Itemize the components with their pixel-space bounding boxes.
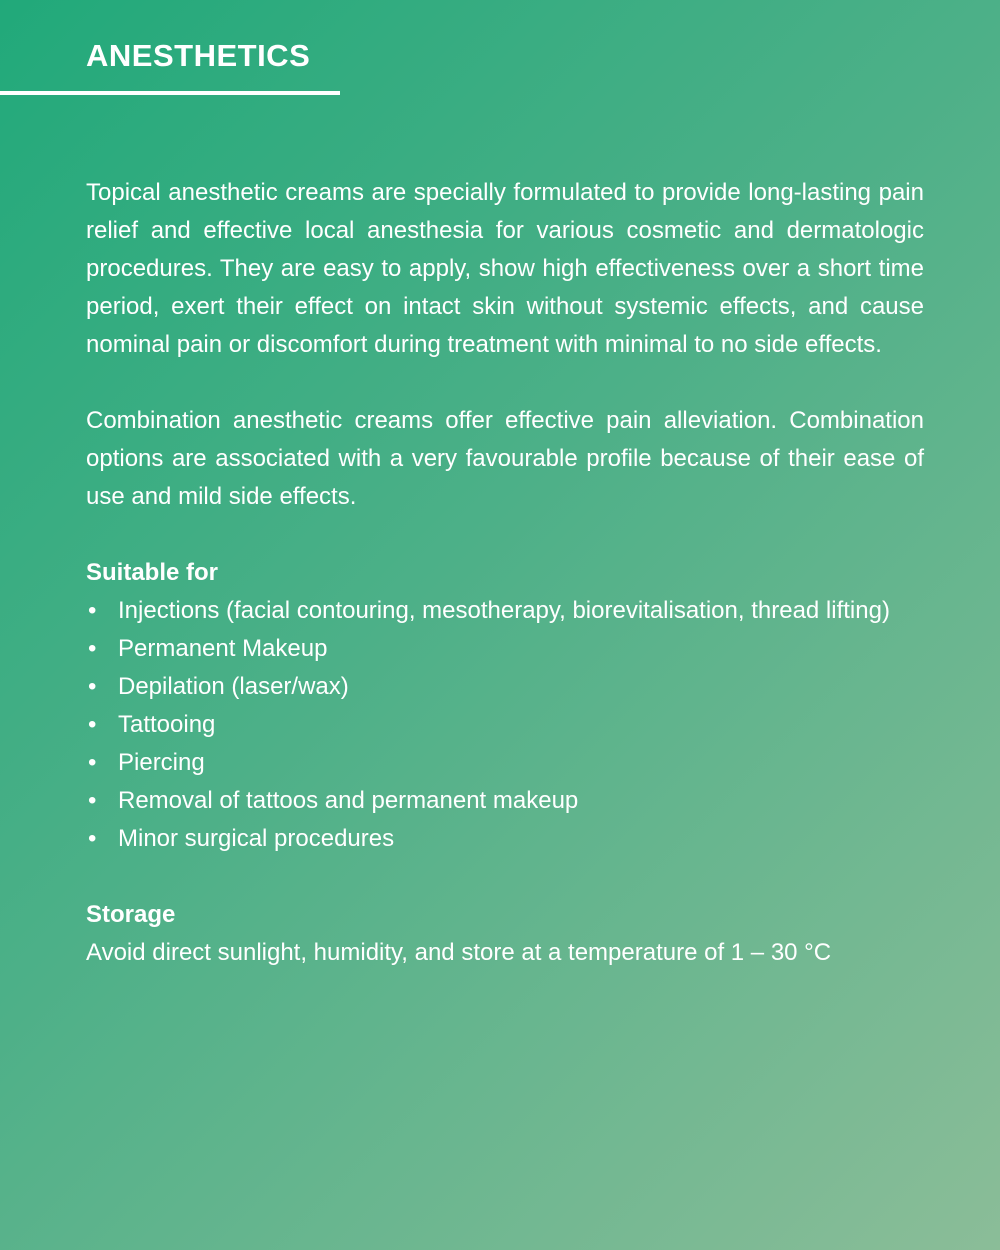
bullet-icon: • <box>88 825 97 852</box>
list-item <box>86 782 924 820</box>
intro-paragraph-2: Combination anesthetic creams offer effective pain alleviation. Combination options are associated with a very favourable profile because of their ease of use and mild side effects. <box>86 407 924 510</box>
bullet-icon: • <box>88 787 97 814</box>
storage-heading: Storage <box>86 901 176 928</box>
list-item-text: Removal of tattoos and permanent makeup <box>118 787 579 814</box>
suitable-for-list <box>86 592 924 858</box>
list-item-text: Minor surgical procedures <box>118 825 395 852</box>
title-underline <box>0 91 340 95</box>
bullet-icon: • <box>88 673 97 700</box>
list-item-text: Tattooing <box>118 711 216 738</box>
list-item-text: Injections (facial contouring, mesotherapy, biorevitalisation, thread lifting) <box>118 597 890 624</box>
bullet-icon: • <box>88 635 97 662</box>
list-item <box>86 706 924 744</box>
list-item <box>86 820 924 858</box>
content-body <box>86 174 924 972</box>
list-item <box>86 592 924 630</box>
page-title: ANESTHETICS <box>86 38 311 73</box>
bullet-icon: • <box>88 711 97 738</box>
bullet-icon: • <box>88 749 97 776</box>
list-item-text: Permanent Makeup <box>118 635 328 662</box>
list-item-text: Depilation (laser/wax) <box>118 673 349 700</box>
storage-text: Avoid direct sunlight, humidity, and store at a temperature of 1 – 30 °C <box>86 939 832 966</box>
suitable-for-heading: Suitable for <box>86 559 219 586</box>
list-item <box>86 668 924 706</box>
list-item-text: Piercing <box>118 749 205 776</box>
list-item <box>86 744 924 782</box>
bullet-icon: • <box>88 597 97 624</box>
intro-paragraph-1: Topical anesthetic creams are specially formulated to provide long-lasting pain relief and effective local anesthesia for various cosmetic and dermatologic procedures. They are easy to apply, show high effectiveness over a short time period, exert their effect on intact skin without systemic effects, and cause nominal pain or discomfort during treatment with minimal to no side effects. <box>86 179 924 358</box>
list-item <box>86 630 924 668</box>
